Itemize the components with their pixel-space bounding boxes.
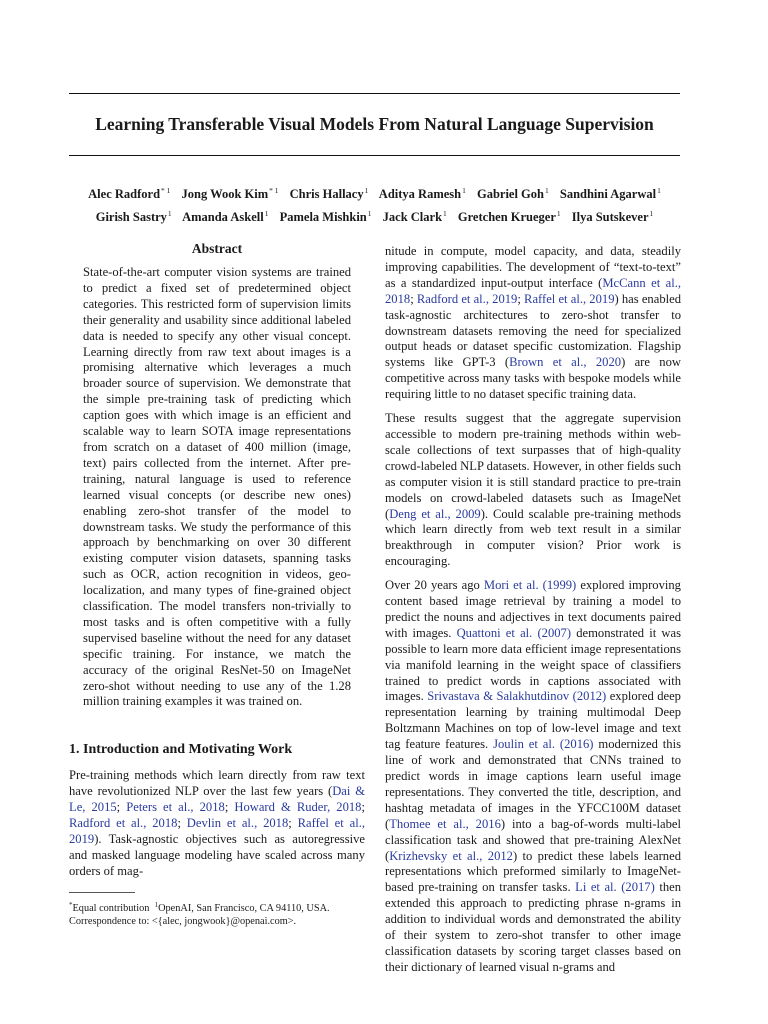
author-name: Pamela Mishkin	[279, 210, 367, 224]
author-affiliation-mark: 1	[364, 186, 369, 195]
author-name: Aditya Ramesh	[378, 187, 462, 201]
title-top-rule	[69, 93, 680, 94]
author-affiliation-mark: 1	[167, 209, 172, 218]
author	[182, 210, 268, 224]
author-affiliation-mark: 1	[443, 209, 447, 218]
citation-link[interactable]: Radford et al., 2019	[416, 291, 518, 306]
author-affiliation-mark: 1	[367, 209, 372, 218]
section-heading: 1. Introduction and Motivating Work	[69, 742, 293, 758]
author-affiliation-mark: 1	[462, 186, 466, 195]
citation-link[interactable]: Krizhevsky et al., 2012	[389, 848, 513, 863]
intro-paragraph-1-continued: nitude in compute, model capacity, and data, steadily improving capabilities. The development of “text-to-text” as a standardized input-output interface (McCann et al., 2018; Radford et al., 2019; Raffel et al., 2019) has enabled task-agnostic architectures to zero-shot transfer to downstream datasets removing the need for specialized output heads or dataset specific customization. Flagship systems like GPT-3 (Brown et al., 2020) are now competitive across many tasks with bespoke models while requiring little to no dataset specific training data.	[385, 244, 682, 402]
author-name: Jack Clark	[382, 210, 443, 224]
title-bottom-rule	[69, 155, 680, 156]
author	[182, 187, 279, 201]
citation-link[interactable]: Li et al. (2017)	[575, 880, 655, 895]
author-affiliation-mark: 1	[264, 209, 269, 218]
citation-link[interactable]: Dai & Le, 2015	[69, 784, 365, 815]
author-name: Sandhini Agarwal	[559, 187, 657, 201]
citation-link[interactable]: Brown et al., 2020	[509, 355, 622, 370]
intro-paragraph-2: These results suggest that the aggregate supervision accessible to modern pre-training methods within web-scale collections of text surpasses that of high-quality crowd-labeled NLP datasets. However, in other fields such as computer vision it is still standard practice to pre-train models on crowd-labeled datasets such as ImageNet (Deng et al., 2009). Could scalable pre-training methods which learn directly from web text result in a similar breakthrough in computer vision? Prior work is encouraging.	[385, 411, 681, 569]
citation-link[interactable]: Raffel et al., 2019	[524, 291, 615, 306]
citation-link[interactable]: Radford et al., 2018	[69, 816, 178, 831]
left-column	[69, 240, 365, 928]
citation-link[interactable]: Joulin et al. (2016)	[493, 737, 594, 752]
author	[383, 210, 447, 224]
author-name: Alec Radford	[88, 187, 161, 201]
author	[280, 210, 372, 224]
author-affiliation-mark: 1	[545, 186, 549, 195]
author-name: Amanda Askell	[182, 210, 264, 224]
intro-paragraph-1: Pre-training methods which learn directly from raw text have revolutionized NLP over the last few years (Dai & Le, 2015; Peters et al., 2018; Howard & Ruder, 2018; Radford et al., 2018; Devlin et al., 2018; Raffel et al., 2019). Task-agnostic objectives such as autoregressive and masked language modeling have scaled across many orders of mag-	[69, 768, 366, 878]
author-name: Chris Hallacy	[289, 187, 364, 201]
citation-link[interactable]: Mori et al. (1999)	[483, 578, 577, 593]
author	[458, 210, 561, 224]
author-affiliation-mark: 1	[657, 186, 661, 195]
citation-link[interactable]: Devlin et al., 2018	[186, 816, 289, 831]
abstract-heading: Abstract	[191, 241, 243, 256]
author-name: Gretchen Krueger	[457, 210, 556, 224]
author	[572, 210, 654, 224]
author	[88, 187, 170, 201]
abstract-body: State-of-the-art computer vision systems are trained to predict a fixed set of predetermined object categories. This restricted form of supervision limits their generality and usability since additional labeled data is needed to specify any other visual concept. Learning directly from raw text about images is a promising alternative which leverages a much broader source of supervision. We demonstrate that the simple pre-training task of predicting which caption goes with which image is an efficient and scalable way to learn SOTA image representations from scratch on a dataset of 400 million (image, text) pairs collected from the internet. After pre-training, natural language is used to reference learned visual concepts (or describe new ones) enabling zero-shot transfer of the model to downstream tasks. We study the performance of this approach by benchmarking on over 30 different existing computer vision datasets, spanning tasks such as OCR, action recognition in videos, geo-localization, and many types of fine-grained object classification. The model transfers non-trivially to most tasks and is often competitive with a fully supervised baseline without the need for any dataset specific training. For instance, we match the accuracy of the original ResNet-50 on ImageNet zero-shot without needing to use any of the 1.28 million training examples it was trained on.	[83, 265, 351, 709]
author-name: Ilya Sutskever	[571, 210, 649, 224]
author-affiliation-mark: 1	[649, 209, 654, 218]
author	[379, 187, 466, 201]
author	[290, 187, 369, 201]
citation-link[interactable]: McCann et al., 2018	[385, 275, 681, 306]
citation-link[interactable]: Thomee et al., 2016	[389, 816, 501, 831]
author	[477, 187, 549, 201]
citation-link[interactable]: Deng et al., 2009	[389, 506, 481, 521]
right-column	[385, 244, 681, 984]
author-affiliation-mark: 1	[556, 209, 561, 218]
author-name: Gabriel Goh	[476, 187, 544, 201]
author-affiliation-mark: * 1	[161, 186, 171, 195]
author	[96, 210, 172, 224]
citation-link[interactable]: Howard & Ruder, 2018	[234, 800, 362, 815]
citation-link[interactable]: Raffel et al., 2019	[69, 816, 366, 846]
citation-link[interactable]: Quattoni et al. (2007)	[456, 625, 572, 640]
author-list	[69, 181, 680, 227]
author-affiliation-mark: * 1	[269, 186, 279, 195]
author-name: Jong Wook Kim	[181, 187, 269, 201]
author-name: Girish Sastry	[95, 210, 167, 224]
footnote-rule	[69, 892, 135, 893]
footnote: *Equal contribution $^1$OpenAI, San Francisco, CA 94110, USA. Correspondence to: <{alec, jongwook}@openai.com>.	[69, 900, 330, 927]
author	[560, 187, 661, 201]
citation-link[interactable]: Srivastava & Salakhutdinov (2012)	[427, 689, 607, 704]
citation-link[interactable]: Peters et al., 2018	[126, 800, 225, 815]
paper-title: Learning Transferable Visual Models From Natural Language Supervision	[95, 114, 654, 134]
intro-paragraph-3: Over 20 years ago Mori et al. (1999) explored improving content based image retrieval by training a model to predict the nouns and adjectives in text documents paired with images. Quattoni et al. (2007) demonstrated it was possible to learn more data efficient image representations via manifold learning in the weight space of classifiers trained to predict words in captions associated with images. Srivastava & Salakhutdinov (2012) explored deep representation learning by training multimodal Deep Boltzmann Machines on top of low-level image and text tag feature features. Joulin et al. (2016) modernized this line of work and demonstrated that CNNs trained to predict words in image captions learn useful image representations. They converted the title, description, and hashtag metadata of images in the YFCC100M dataset (Thomee et al., 2016) into a bag-of-words multi-label classification task and showed that pre-training AlexNet (Krizhevsky et al., 2012) to predict these labels learned representations which preformed similarly to ImageNet-based pre-training on transfer tasks. Li et al. (2017) then extended this approach to predicting phrase n-grams in addition to individual words and demonstrated the ability of their system to zero-shot transfer to other image classification datasets by scoring target classes based on their dictionary of learned visual n-grams and	[385, 578, 682, 974]
